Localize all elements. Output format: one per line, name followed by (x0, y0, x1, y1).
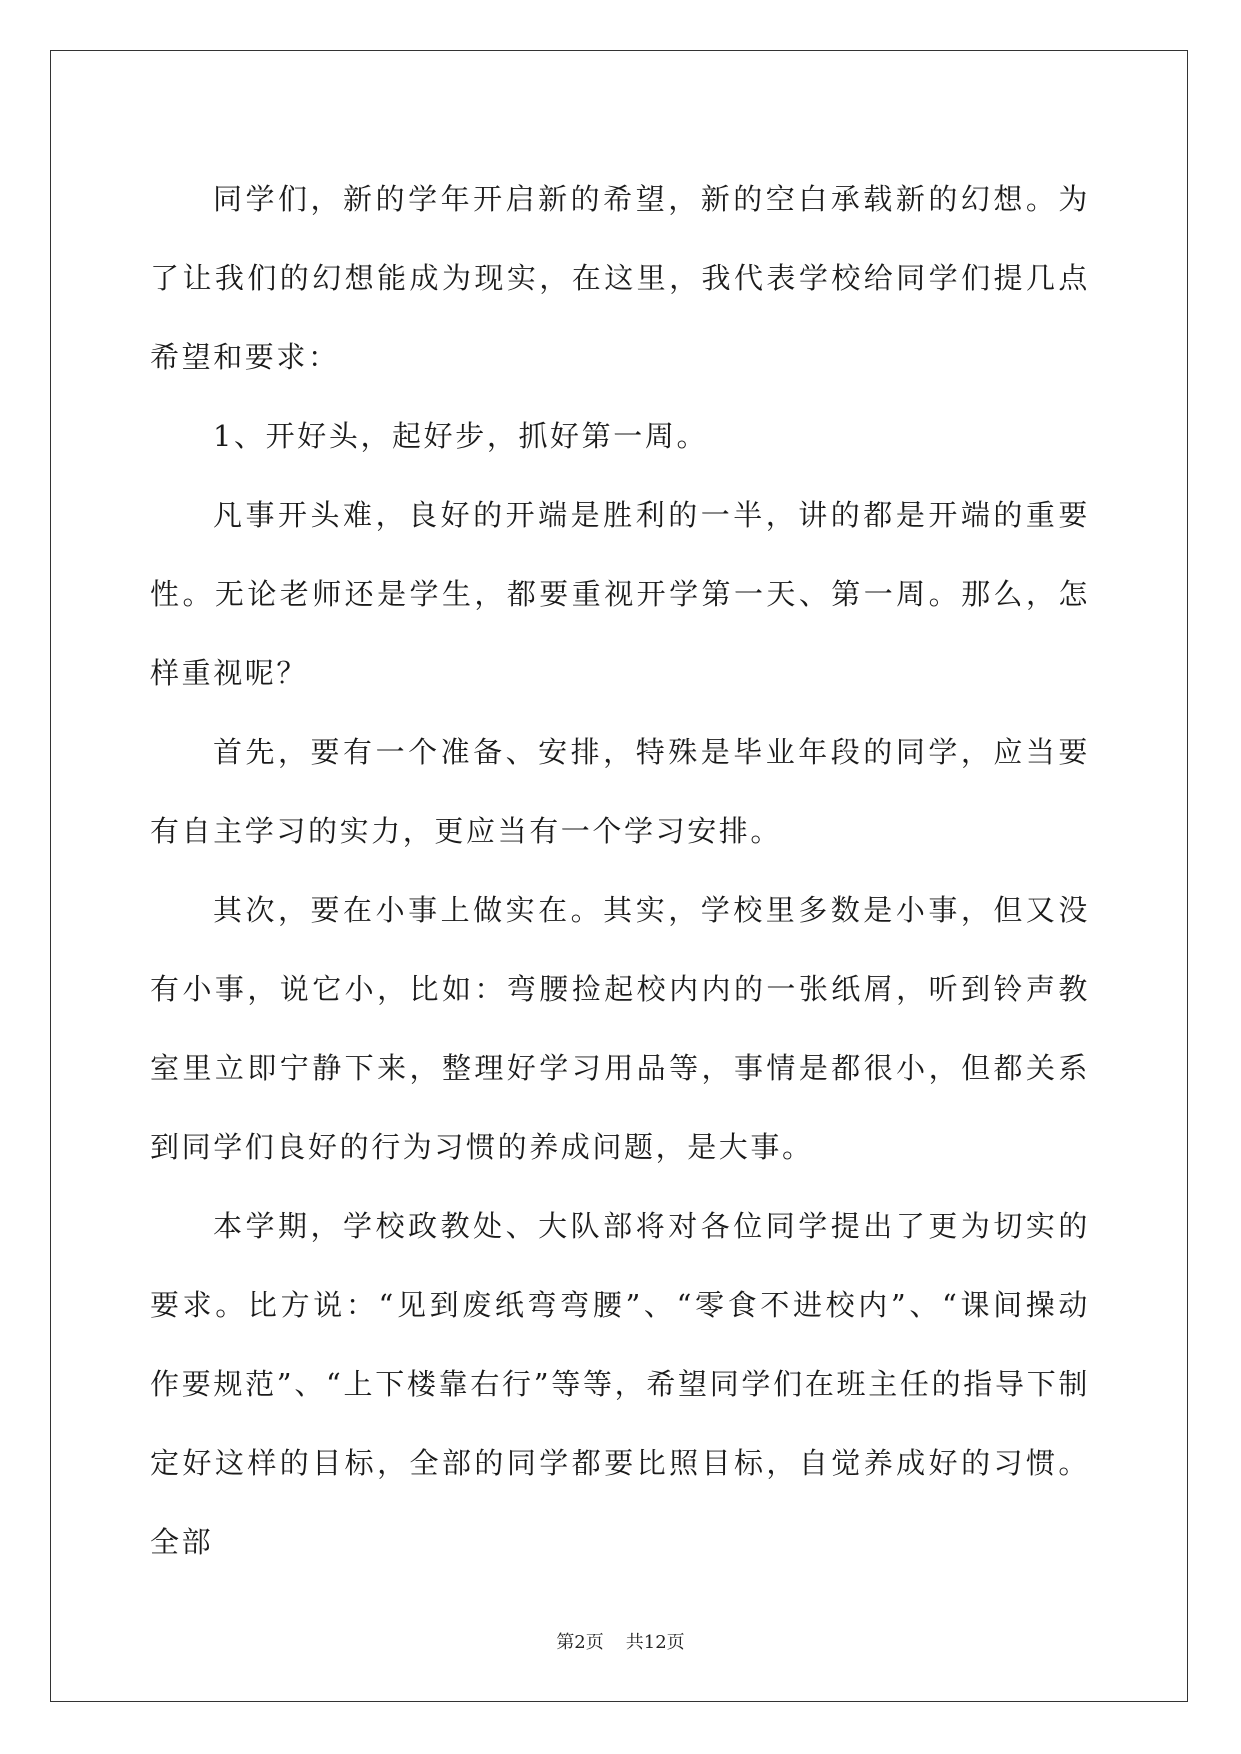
paragraph: 首先，要有一个准备、安排，特殊是毕业年段的同学，应当要有自主学习的实力，更应当有一个学习安排。 (150, 735, 1090, 848)
paragraph: 凡事开头难，良好的开端是胜利的一半，讲的都是开端的重要性。无论老师还是学生，都要重视开学第一天、第一周。那么，怎样重视呢？ (150, 498, 1090, 690)
page-total: 共12页 (625, 1632, 685, 1653)
paragraph: 本学期，学校政教处、大队部将对各位同学提出了更为切实的要求。比方说：“见到废纸弯弯腰”、“零食不进校内”、“课间操动作要规范”、“上下楼靠右行”等等，希望同学们在班主任的指导下制定好这样的目标，全部的同学都要比照目标，自觉养成好的习惯。全部 (150, 1209, 1090, 1559)
document-body (150, 160, 1090, 1582)
paragraph: 同学们，新的学年开启新的希望，新的空白承载新的幻想。为了让我们的幻想能成为现实，在这里，我代表学校给同学们提几点希望和要求： (150, 182, 1090, 374)
paragraph: 1、开好头，起好步，抓好第一周。 (213, 419, 709, 453)
paragraph: 其次，要在小事上做实在。其实，学校里多数是小事，但又没有小事，说它小，比如：弯腰捡起校内内的一张纸屑，听到铃声教室里立即宁静下来，整理好学习用品等，事情是都很小，但都关系到同学们良好的行为习惯的养成问题，是大事。 (150, 893, 1090, 1164)
page-number: 第2页 (556, 1632, 604, 1653)
page-footer (0, 1628, 1241, 1654)
